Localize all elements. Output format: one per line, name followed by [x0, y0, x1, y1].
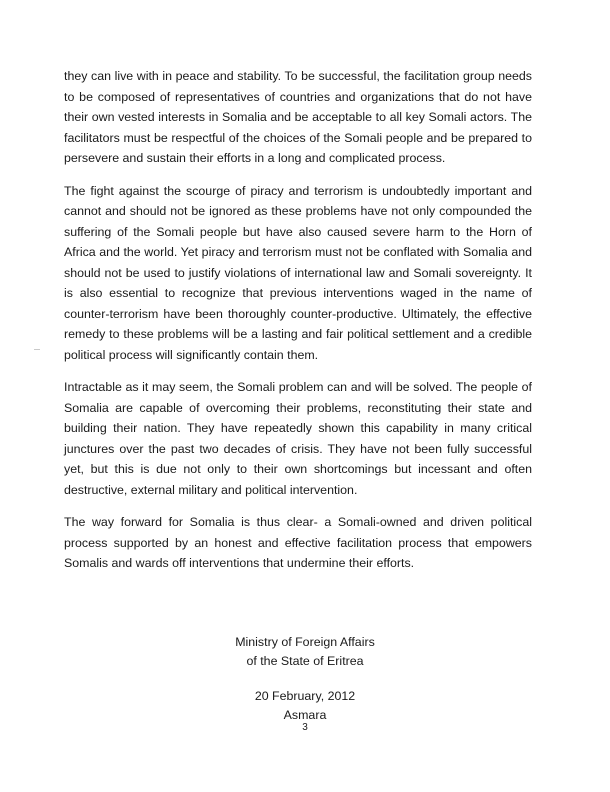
- paragraph-1: they can live with in peace and stability. To be successful, the facilitation group needs to be composed of representatives of countries and organizations that do not have their own vested interests in Somalia and be acceptable to all key Somali actors. The facilitators must be respectful of the choices of the Somali people and be prepared to persevere and sustain their efforts in a long and complicated process.: [64, 69, 532, 165]
- paragraph-2: The fight against the scourge of piracy and terrorism is undoubtedly important and cannot and should not be ignored as these problems have not only compounded the suffering of the Somali people but have also caused severe harm to the Horn of Africa and the world. Yet piracy and terrorism must not be conflated with Somalia and should not be used to justify violations of international law and Somali sovereignty. It is also essential to recognize that previous interventions waged in the name of counter-terrorism have been thoroughly counter-productive. Ultimately, the effective remedy to these problems will be a lasting and fair political settlement and a credible political process will significantly contain them.: [64, 183, 532, 362]
- paragraph-3: Intractable as it may seem, the Somali problem can and will be solved. The people of Somalia are capable of overcoming their problems, reconstituting their state and building their nation. They have repeatedly shown this capability in many critical junctures over the past two decades of crisis. They have not been fully successful yet, but this is due not only to their own shortcomings but incessant and often destructive, external military and political intervention.: [64, 380, 532, 497]
- signature-org-line-2: of the State of Eritrea: [246, 654, 364, 668]
- signature-block: [0, 633, 610, 725]
- page-number: 3: [302, 722, 308, 733]
- signature-spacer: [0, 671, 610, 687]
- signature-date: 20 February, 2012: [254, 689, 356, 703]
- document-body: [64, 66, 532, 586]
- signature-org-line-1: Ministry of Foreign Affairs: [235, 635, 375, 649]
- paragraph-4: The way forward for Somalia is thus clear- a Somali-owned and driven political process supported by an honest and effective facilitation process that empowers Somalis and wards off interventions that undermine their efforts.: [64, 515, 532, 570]
- signature-place: Asmara: [283, 708, 327, 722]
- margin-mark: [34, 349, 40, 350]
